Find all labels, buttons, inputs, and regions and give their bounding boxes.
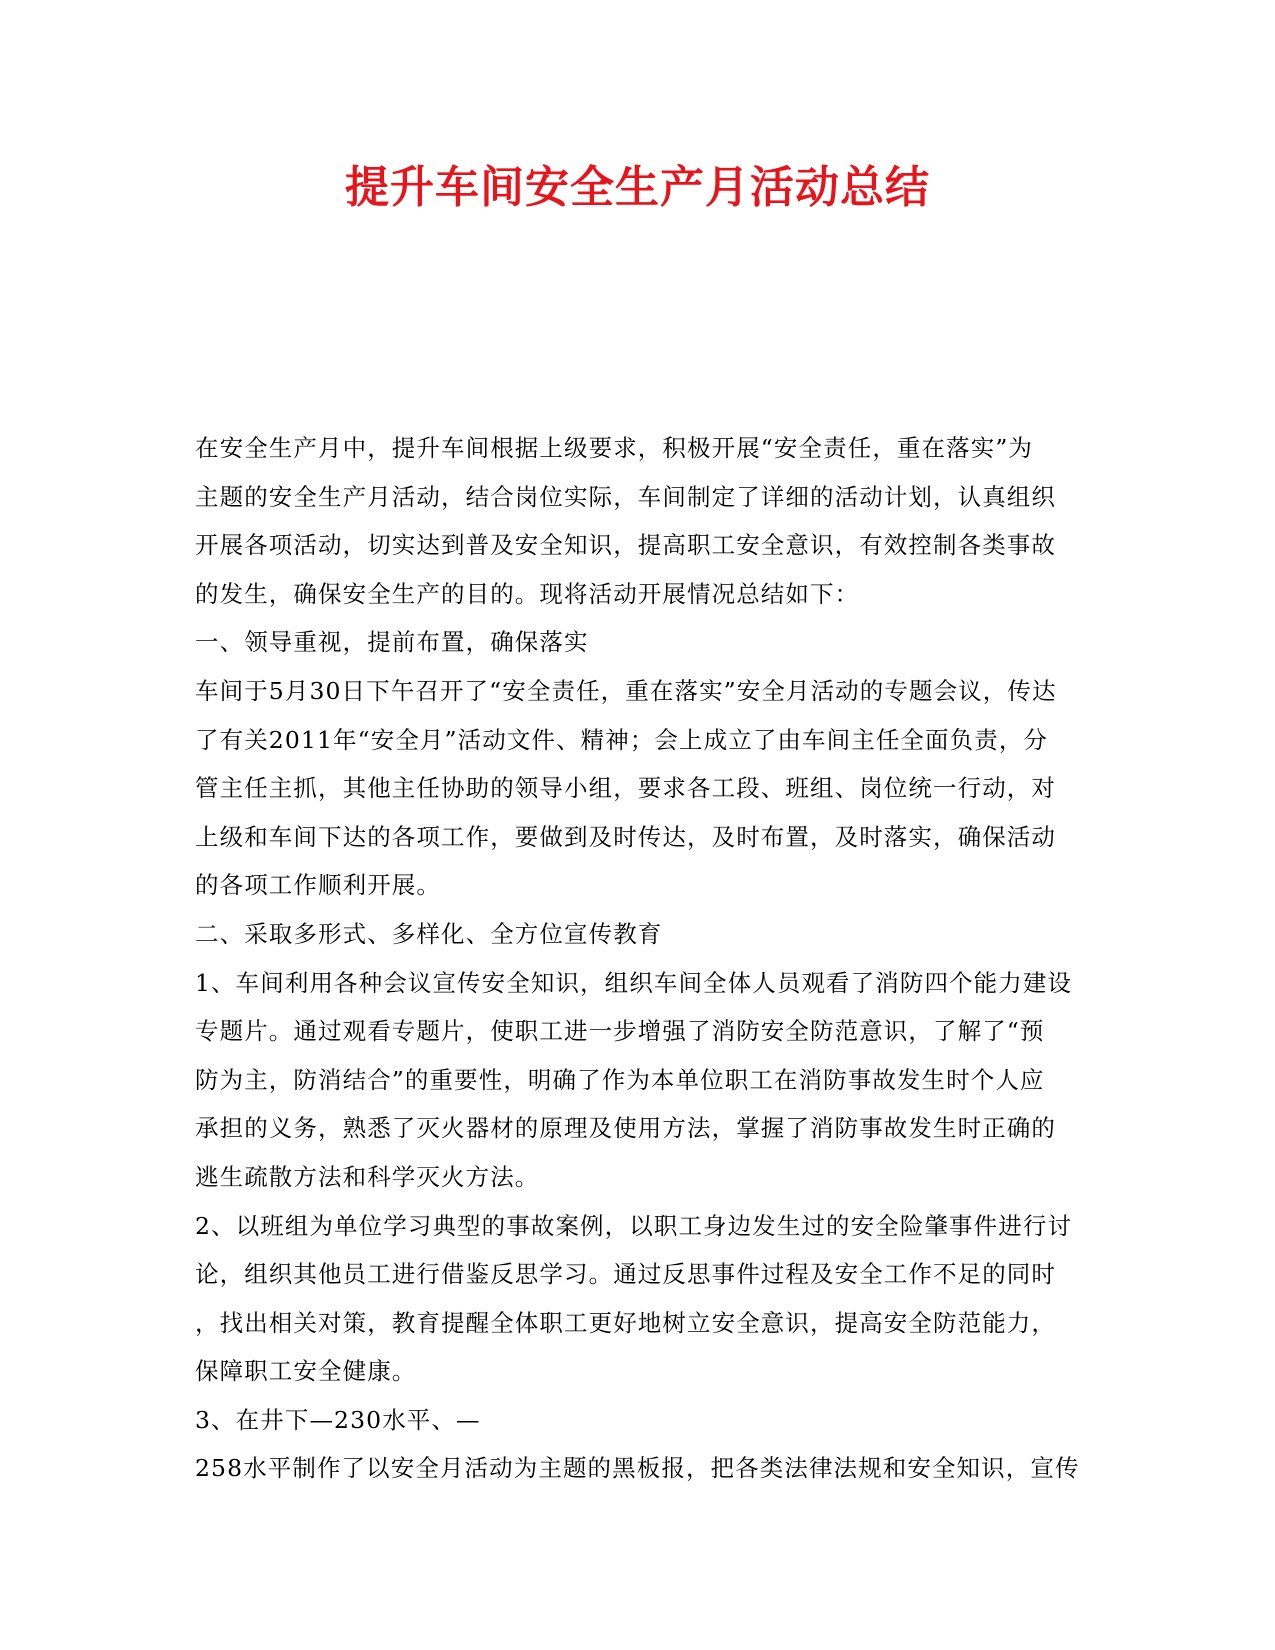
body-line: 上级和车间下达的各项工作，要做到及时传达，及时布置，及时落实，确保活动	[195, 822, 1056, 851]
body-line: 开展各项活动，切实达到普及安全知识，提高职工安全意识，有效控制各类事故	[195, 531, 1056, 560]
body-line: 2、以班组为单位学习典型的事故案例，以职工身边发生过的安全险肇事件进行讨	[195, 1211, 1073, 1240]
body-line: 主题的安全生产月活动，结合岗位实际，车间制定了详细的活动计划，认真组织	[195, 482, 1056, 511]
document-body	[195, 424, 1085, 1493]
body-line: 了有关2011年“安全月”活动文件、精神；会上成立了由车间主任全面负责，分	[195, 725, 1049, 754]
body-line: ，找出相关对策，教育提醒全体职工更好地树立安全意识，提高安全防范能力，	[195, 1308, 1056, 1337]
body-line: 管主任主抓，其他主任协助的领导小组，要求各工段、班组、岗位统一行动，对	[195, 774, 1056, 803]
body-line: 3、在井下—230水平、—	[195, 1405, 481, 1434]
body-line: 逃生疏散方法和科学灭火方法。	[195, 1162, 540, 1191]
section-heading: 一、领导重视，提前布置，确保落实	[195, 628, 589, 657]
document-title: 提升车间安全生产月活动总结	[345, 162, 930, 213]
body-line: 258水平制作了以安全月活动为主题的黑板报，把各类法律法规和安全知识，宣传	[195, 1454, 1080, 1483]
body-line: 防为主，防消结合”的重要性，明确了作为本单位职工在消防事故发生时个人应	[195, 1065, 1045, 1094]
body-line: 1、车间利用各种会议宣传安全知识，组织车间全体人员观看了消防四个能力建设	[195, 968, 1073, 997]
body-line: 的各项工作顺利开展。	[195, 871, 441, 900]
body-line: 专题片。通过观看专题片，使职工进一步增强了消防安全防范意识，了解了“预	[195, 1017, 1045, 1046]
body-line: 车间于5月30日下午召开了“安全责任，重在落实”安全月活动的专题会议，传达	[195, 676, 1057, 705]
body-line: 的发生，确保安全生产的目的。现将活动开展情况总结如下：	[195, 579, 860, 608]
body-line: 承担的义务，熟悉了灭火器材的原理及使用方法，掌握了消防事故发生时正确的	[195, 1114, 1056, 1143]
body-line: 论，组织其他员工进行借鉴反思学习。通过反思事件过程及安全工作不足的同时	[195, 1260, 1056, 1289]
section-heading: 二、采取多形式、多样化、全方位宣传教育	[195, 919, 663, 948]
body-line: 保障职工安全健康。	[195, 1357, 417, 1386]
body-line: 在安全生产月中，提升车间根据上级要求，积极开展“安全责任，重在落实”为	[195, 434, 1034, 462]
